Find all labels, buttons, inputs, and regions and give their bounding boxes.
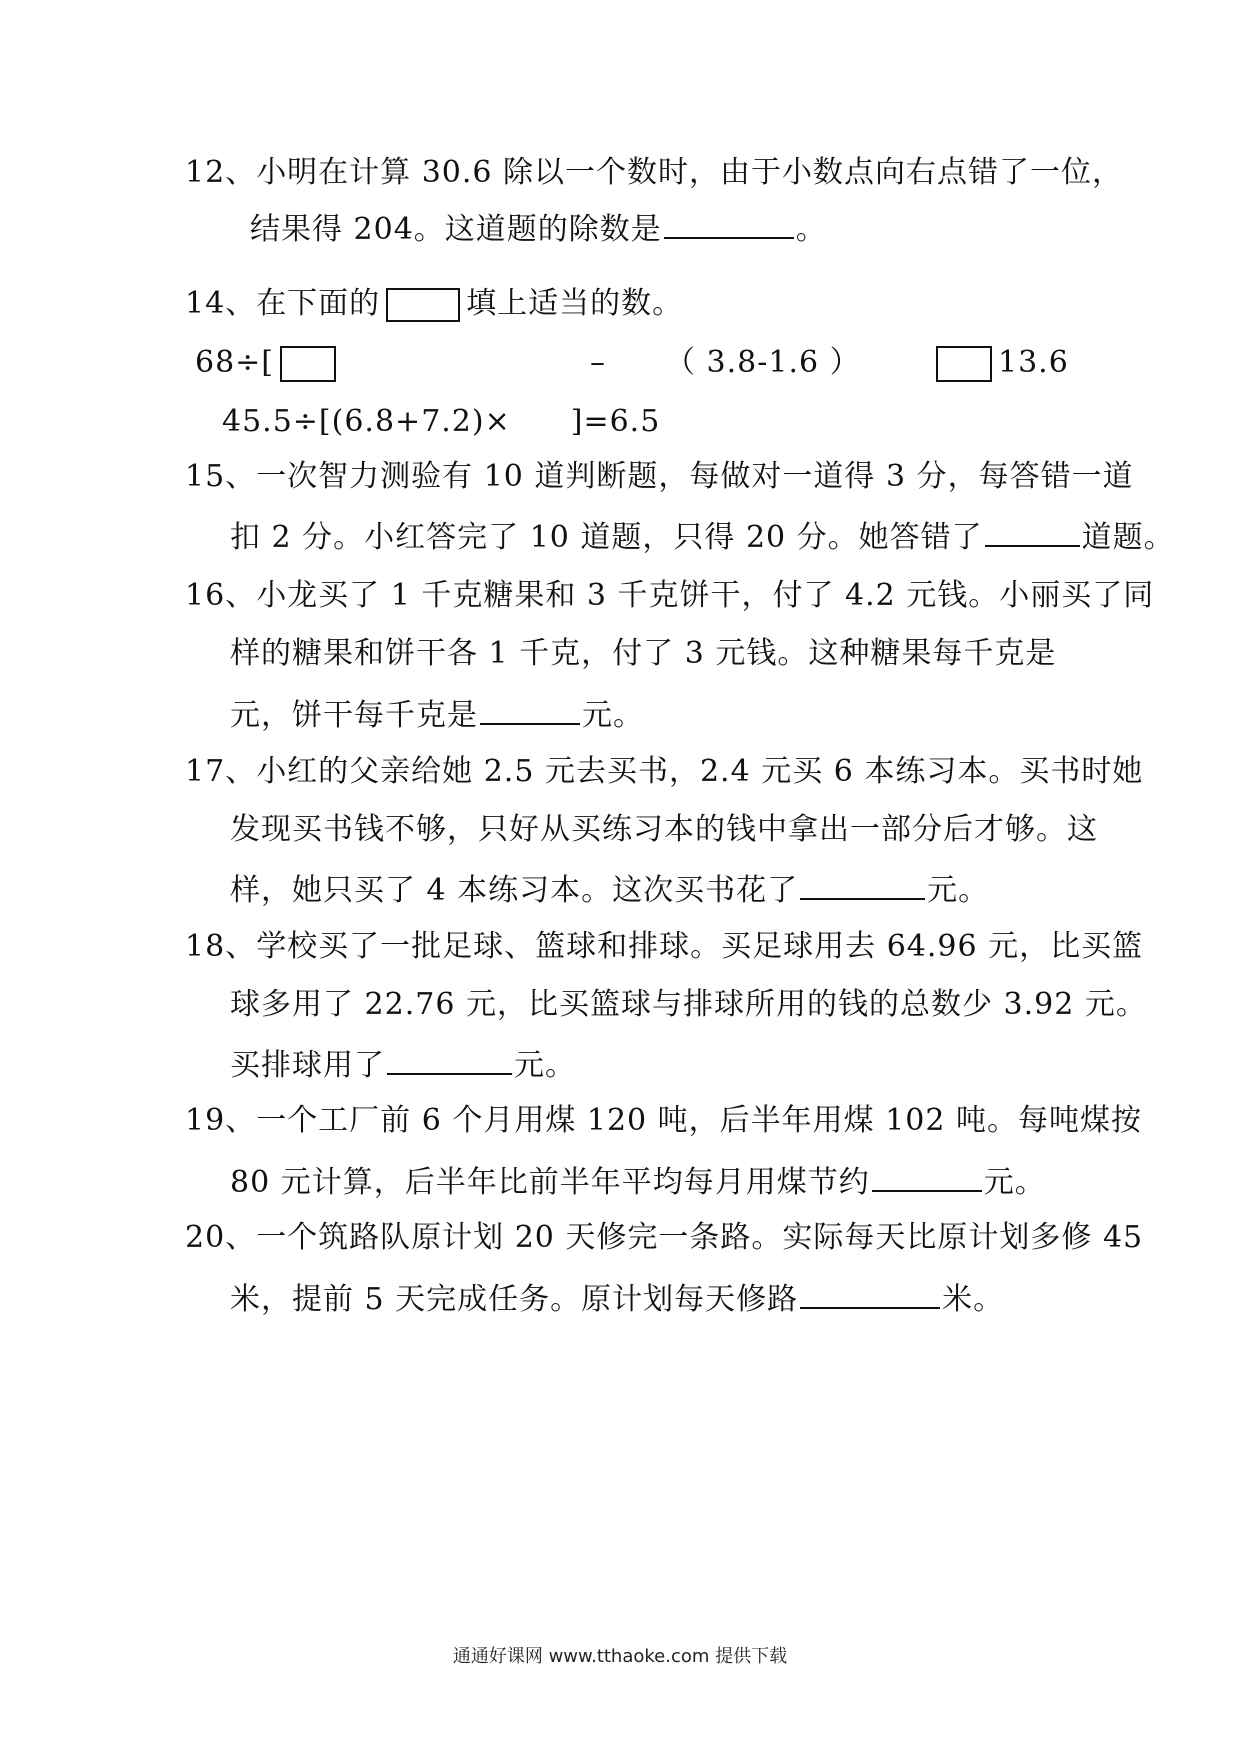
question-text: 学校买了一批足球、篮球和排球。买足球用去 64.96 元，比买篮 — [256, 929, 1144, 964]
answer-box[interactable] — [936, 346, 992, 382]
question-text: 发现买书钱不够，只好从买练习本的钱中拿出一部分后才够。这 — [230, 812, 1098, 847]
question-17-line-1 — [185, 752, 1143, 792]
question-17-line-2 — [230, 810, 1098, 850]
question-19-line-2 — [230, 1160, 1046, 1203]
question-text: 道题。 — [1081, 520, 1175, 555]
question-16-line-3 — [230, 693, 644, 736]
equation-text: 68÷[ — [195, 345, 275, 380]
question-text: 一个工厂前 6 个月用煤 120 吨，后半年用煤 102 吨。每吨煤按 — [256, 1103, 1143, 1138]
question-number: 15、 — [185, 459, 257, 494]
question-text: 扣 2 分。小红答完了 10 道题，只得 20 分。她答错了 — [230, 520, 983, 555]
question-15-line-2 — [230, 515, 1175, 558]
sample-box-icon — [386, 288, 460, 322]
equation-text: 45.5÷[(6.8+7.2)× — [222, 404, 511, 439]
equation-1-minus — [590, 343, 606, 383]
answer-blank[interactable] — [480, 693, 580, 725]
answer-blank[interactable] — [800, 1277, 940, 1309]
question-text: 元，饼干每千克是 — [230, 698, 478, 733]
question-number: 16、 — [185, 578, 257, 613]
question-number: 14、 — [185, 286, 257, 321]
question-number: 12、 — [185, 155, 257, 190]
question-text: 米。 — [942, 1282, 1005, 1317]
answer-blank[interactable] — [664, 207, 794, 239]
answer-blank[interactable] — [800, 868, 925, 900]
question-text: 在下面的 — [256, 286, 381, 321]
question-text: 填上适当的数。 — [466, 286, 684, 321]
question-12-line-2 — [250, 207, 827, 250]
answer-blank[interactable] — [387, 1043, 512, 1075]
question-text: 小明在计算 30.6 除以一个数时，由于小数点向右点错了一位， — [256, 155, 1124, 190]
equation-1-paren — [665, 343, 861, 383]
question-15-line-1 — [185, 457, 1134, 497]
question-text: 样的糖果和饼干各 1 千克，付了 3 元钱。这种糖果每千克是 — [230, 636, 1057, 671]
question-18-line-1 — [185, 927, 1143, 967]
question-14-line-1 — [185, 284, 683, 324]
question-18-line-3 — [230, 1043, 576, 1086]
question-text: 一个筑路队原计划 20 天修完一条路。实际每天比原计划多修 45 — [256, 1220, 1144, 1255]
question-text: 买排球用了 — [230, 1048, 385, 1083]
question-text: 元。 — [983, 1165, 1046, 1200]
question-12-line-1 — [185, 153, 1123, 193]
question-text: 元。 — [927, 873, 990, 908]
equation-text: 13.6 — [998, 345, 1069, 380]
question-number: 18、 — [185, 929, 257, 964]
question-number: 17、 — [185, 754, 257, 789]
question-19-line-1 — [185, 1101, 1142, 1141]
question-text: 结果得 204。这道题的除数是 — [250, 212, 662, 247]
question-18-line-2 — [230, 985, 1147, 1025]
question-number: 20、 — [185, 1220, 257, 1255]
question-text: 球多用了 22.76 元，比买篮球与排球所用的钱的总数少 3.92 元。 — [230, 987, 1147, 1022]
question-text: 。 — [795, 212, 827, 247]
answer-blank[interactable] — [872, 1160, 982, 1192]
equation-text: （ 3.8-1.6 ） — [665, 345, 861, 380]
question-text: 米，提前 5 天完成任务。原计划每天修路 — [230, 1282, 799, 1317]
question-text: 元。 — [514, 1048, 576, 1083]
equation-1-result — [930, 343, 1069, 383]
answer-blank[interactable] — [985, 515, 1080, 547]
question-16-line-2 — [230, 634, 1056, 674]
question-text: 元。 — [582, 698, 644, 733]
question-text: 样，她只买了 4 本练习本。这次买书花了 — [230, 873, 799, 908]
question-20-line-2 — [230, 1277, 1004, 1320]
question-text: 一次智力测验有 10 道判断题，每做对一道得 3 分，每答错一道 — [256, 459, 1134, 494]
question-20-line-1 — [185, 1218, 1143, 1258]
equation-text: – — [590, 345, 606, 380]
equation-text: ]=6.5 — [570, 404, 661, 439]
footer-text: 通通好课网 www.tthaoke.com 提供下载 — [452, 1646, 788, 1667]
question-text: 小红的父亲给她 2.5 元去买书，2.4 元买 6 本练习本。买书时她 — [256, 754, 1144, 789]
question-text: 80 元计算，后半年比前半年平均每月用煤节约 — [230, 1165, 870, 1200]
question-number: 19、 — [185, 1103, 257, 1138]
question-14-equation-2 — [222, 402, 660, 442]
question-14-equation-1 — [195, 343, 342, 383]
answer-box[interactable] — [280, 346, 336, 382]
question-text: 小龙买了 1 千克糖果和 3 千克饼干，付了 4.2 元钱。小丽买了同 — [256, 578, 1155, 613]
question-16-line-1 — [185, 576, 1154, 616]
question-17-line-3 — [230, 868, 989, 911]
